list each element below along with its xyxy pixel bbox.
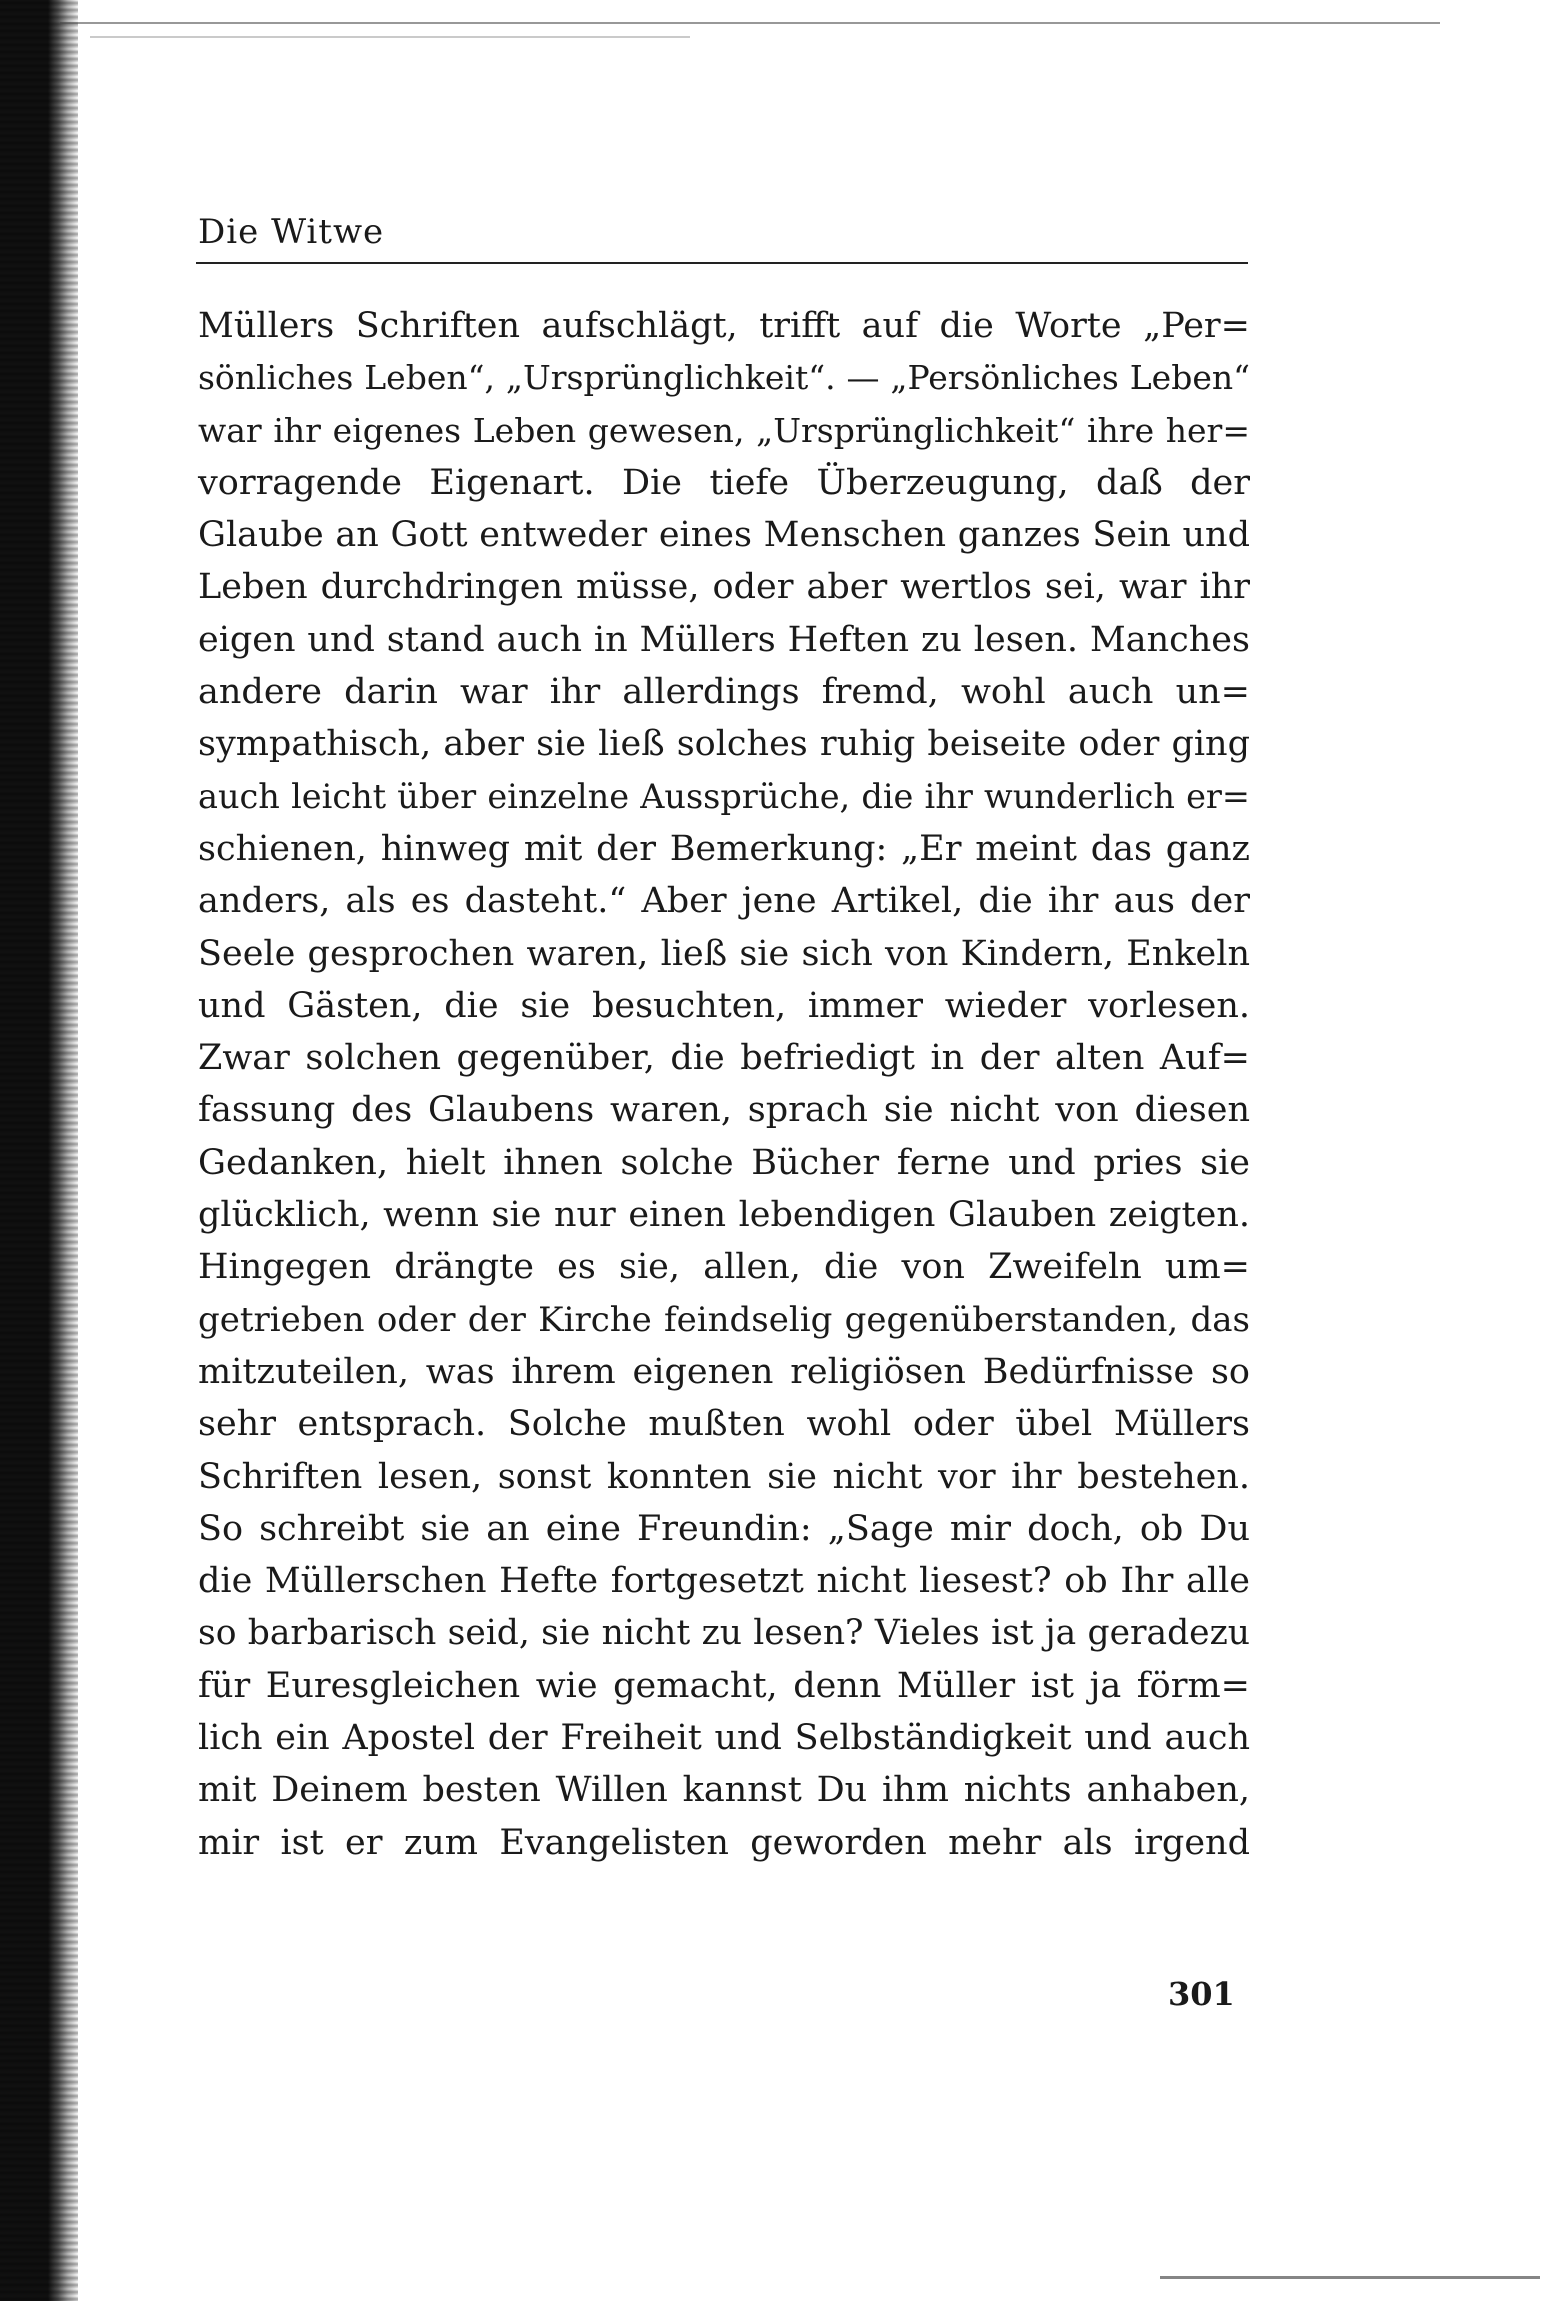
text-line: lich ein Apostel der Freiheit und Selbständigkeit und auch	[198, 1718, 1250, 1759]
scan-edge-line	[1160, 2276, 1540, 2279]
text-line: schienen, hinweg mit der Bemerkung: „Er meint das ganz	[198, 828, 1250, 869]
text-line: fassung des Glaubens waren, sprach sie nicht von diesen	[198, 1090, 1250, 1131]
text-line: mir ist er zum Evangelisten geworden mehr als irgend	[198, 1822, 1250, 1863]
text-line: Glaube an Gott entweder eines Menschen ganzes Sein und	[198, 515, 1250, 556]
text-line: vorragende Eigenart. Die tiefe Überzeugung, daß der	[198, 462, 1250, 503]
text-line: eigen und stand auch in Müllers Heften zu lesen. Manches	[198, 619, 1250, 660]
text-line: andere darin war ihr allerdings fremd, wohl auch un=	[198, 672, 1250, 713]
text-line: Zwar solchen gegenüber, die befriedigt in der alten Auf=	[198, 1038, 1250, 1079]
text-line: sehr entsprach. Solche mußten wohl oder übel Müllers	[198, 1404, 1250, 1445]
text-line: Gedanken, hielt ihnen solche Bücher ferne und pries sie	[198, 1142, 1250, 1183]
text-line: mit Deinem besten Willen kannst Du ihm nichts anhaben,	[198, 1770, 1250, 1811]
text-line: war ihr eigenes Leben gewesen, „Ursprünglichkeit“ ihre her=	[198, 410, 1250, 450]
text-line: auch leicht über einzelne Aussprüche, die ihr wunderlich er=	[198, 776, 1250, 816]
text-line: Seele gesprochen waren, ließ sie sich von Kindern, Enkeln	[198, 933, 1250, 974]
scan-binding-edge	[0, 0, 78, 2301]
running-head: Die Witwe	[198, 212, 385, 252]
text-line: Schriften lesen, sonst konnten sie nicht vor ihr bestehen.	[198, 1456, 1250, 1497]
text-line: anders, als es dasteht.“ Aber jene Artikel, die ihr aus der	[198, 881, 1250, 922]
text-line: so barbarisch seid, sie nicht zu lesen? Vieles ist ja geradezu	[198, 1613, 1250, 1654]
scan-edge-line	[60, 22, 1440, 24]
scan-edge-line	[90, 36, 690, 38]
text-line: Müllers Schriften aufschlägt, trifft auf die Worte „Per=	[198, 306, 1250, 346]
text-line: sönliches Leben“, „Ursprünglichkeit“. — „Persönliches Leben“	[198, 358, 1250, 398]
text-line: sympathisch, aber sie ließ solches ruhig beiseite oder ging	[198, 724, 1250, 765]
page-number: 301	[1168, 1975, 1235, 2013]
text-line: getrieben oder der Kirche feindselig gegenüberstanden, das	[198, 1299, 1250, 1340]
body-text	[198, 300, 1250, 1869]
text-line: für Euresgleichen wie gemacht, denn Müller ist ja förm=	[198, 1665, 1250, 1706]
text-line: mitzuteilen, was ihrem eigenen religiösen Bedürfnisse so	[198, 1351, 1250, 1392]
text-line: glücklich, wenn sie nur einen lebendigen Glauben zeigten.	[198, 1195, 1250, 1236]
text-line: und Gästen, die sie besuchten, immer wieder vorlesen.	[198, 985, 1250, 1026]
text-line: So schreibt sie an eine Freundin: „Sage mir doch, ob Du	[198, 1508, 1250, 1549]
header-rule	[196, 262, 1248, 264]
text-line: Hingegen drängte es sie, allen, die von Zweifeln um=	[198, 1247, 1250, 1288]
text-line: Leben durchdringen müsse, oder aber wertlos sei, war ihr	[198, 567, 1250, 608]
text-line: die Müllerschen Hefte fortgesetzt nicht liesest? ob Ihr alle	[198, 1561, 1250, 1602]
